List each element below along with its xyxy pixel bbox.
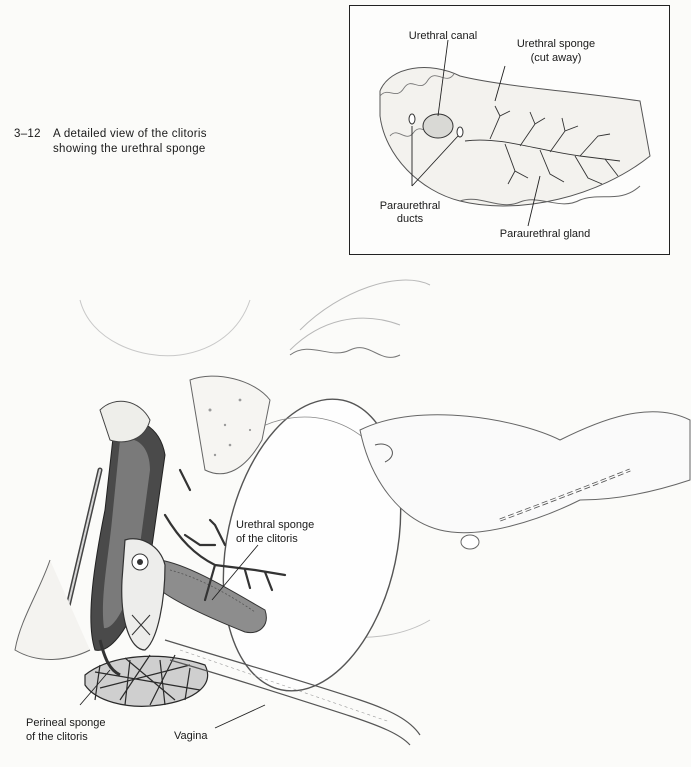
uterus-shape [360, 412, 690, 533]
label-perineal-sponge-line1: Perineal sponge [26, 717, 106, 729]
label-vagina: Vagina [174, 730, 208, 742]
figure-number: 3–12 [14, 128, 41, 140]
caption-line-2: showing the urethral sponge [53, 143, 206, 155]
label-urethral-sponge-line2: of the clitoris [236, 533, 298, 545]
label-paraurethral-gland: Paraurethral gland [499, 228, 591, 240]
label-urethral-sponge-cut-line2: (cut away) [530, 52, 582, 64]
label-urethral-sponge-cut-line1: Urethral sponge [516, 38, 596, 50]
label-paraurethral-ducts-line2: ducts [396, 213, 424, 225]
inset-panel [349, 5, 670, 255]
caption-line-1: A detailed view of the clitoris [53, 128, 207, 140]
perineal-sponge [85, 655, 208, 706]
label-perineal-sponge-line2: of the clitoris [26, 731, 88, 743]
label-urethral-sponge-line1: Urethral sponge [236, 519, 315, 531]
label-paraurethral-ducts-line1: Paraurethral [379, 200, 441, 212]
label-urethral-canal: Urethral canal [408, 30, 478, 42]
